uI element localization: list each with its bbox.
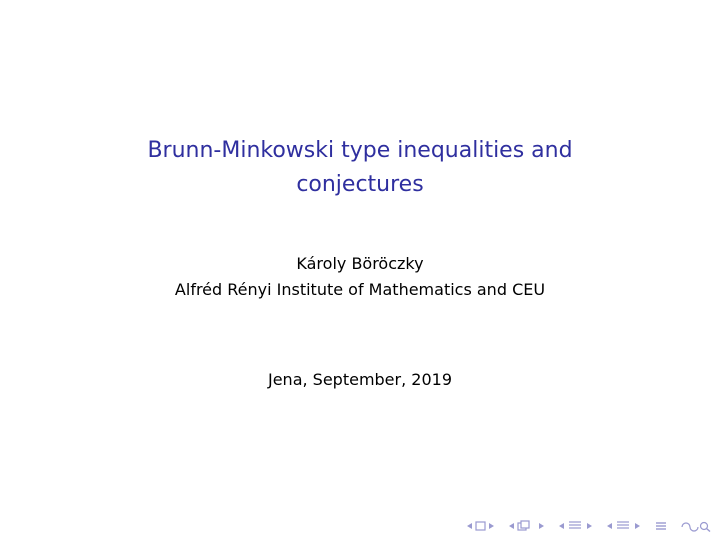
section-nav-1[interactable] bbox=[559, 520, 593, 532]
subsection-nav[interactable] bbox=[509, 520, 545, 532]
slide-title bbox=[0, 134, 720, 202]
align-icon[interactable] bbox=[655, 520, 667, 532]
author-name: Károly Böröczky bbox=[296, 254, 424, 273]
section-nav-2[interactable] bbox=[607, 520, 641, 532]
frame-nav-icon[interactable] bbox=[467, 520, 495, 532]
align-nav[interactable] bbox=[655, 520, 667, 532]
search-icon[interactable] bbox=[681, 520, 711, 532]
frame-nav[interactable] bbox=[467, 520, 495, 532]
section-nav-icon[interactable] bbox=[559, 520, 593, 532]
author-affiliation: Alfréd Rényi Institute of Mathematics and CEU bbox=[174, 280, 546, 299]
navigation-bar bbox=[467, 519, 720, 533]
author-block bbox=[0, 251, 720, 303]
title-line-2: conjectures bbox=[296, 172, 424, 197]
title-line-1: Brunn-Minkowski type inequalities and bbox=[147, 138, 573, 163]
section-nav-icon[interactable] bbox=[607, 520, 641, 532]
search-nav[interactable] bbox=[681, 520, 711, 532]
presentation-date: Jena, September, 2019 bbox=[267, 370, 452, 389]
subsection-nav-icon[interactable] bbox=[509, 520, 545, 532]
